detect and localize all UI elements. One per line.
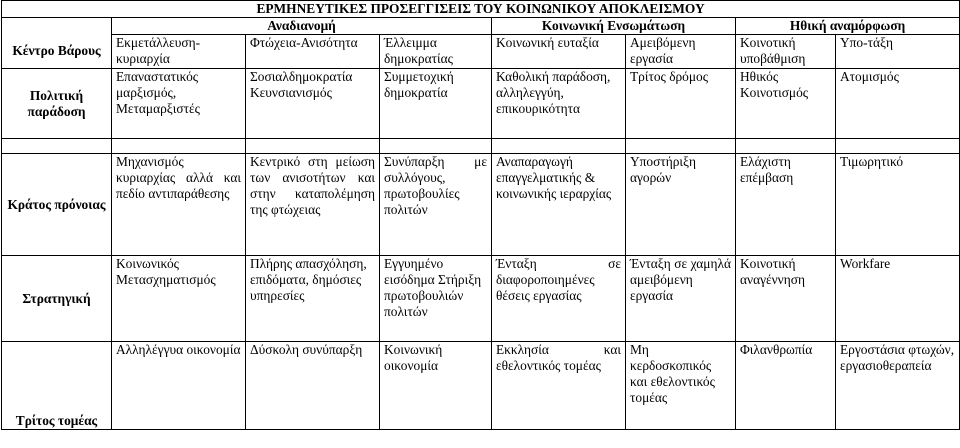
- row-header-political-tradition: Πολιτική παράδοση: [2, 69, 112, 139]
- table-cell: Πλήρης απασχόληση, επιδόματα, δημόσιες υπηρεσίες: [246, 256, 380, 342]
- table-cell: Κοινοτική υποβάθμιση: [736, 35, 836, 69]
- table-cell: Ηθικός Κοινοτισμός: [736, 69, 836, 139]
- table-cell: Ένταξη σε χαμηλά αμειβόμενη εργασία: [626, 256, 736, 342]
- table-cell: Workfare: [836, 256, 960, 342]
- row-header-third-sector: Τρίτος τομέας: [2, 342, 112, 430]
- group-header-social-integration: Κοινωνική Ενσωμάτωση: [492, 18, 736, 35]
- table-cell: Εκκλησία και εθελοντικός τομέας: [492, 342, 626, 430]
- table-title: ΕΡΜΗΝΕΥΤΙΚΕΣ ΠΡΟΣΕΓΓΙΣΕΙΣ ΤΟΥ ΚΟΙΝΩΝΙΚΟΥ ΑΠΟΚΛΕΙΣΜΟΥ: [2, 1, 960, 18]
- table-cell: Τιμωρητικό: [836, 154, 960, 256]
- table-cell: Αμειβόμενη εργασία: [626, 35, 736, 69]
- table-cell: Εκμετάλλευση-κυριαρχία: [112, 35, 246, 69]
- table-cell: Μηχανισμός κυριαρχίας αλλά και πεδίο αντιπαράθεσης: [112, 154, 246, 256]
- group-header-redistribution: Αναδιανομή: [112, 18, 492, 35]
- table-cell: Καθολική παράδοση, αλληλεγγύη, επικουρικότητα: [492, 69, 626, 139]
- table-cell: Συμμετοχική δημοκρατία: [380, 69, 492, 139]
- spacer-row: [2, 139, 960, 154]
- row-header-center-of-gravity: Κέντρο Βάρους: [2, 35, 112, 69]
- table-cell: Υπο-τάξη: [836, 35, 960, 69]
- table-cell: Ελάχιστη επέμβαση: [736, 154, 836, 256]
- table-cell: Κοινοτική αναγέννηση: [736, 256, 836, 342]
- corner-cell: [2, 18, 112, 35]
- row-header-welfare-state: Κράτος πρόνοιας: [2, 154, 112, 256]
- table-cell: Σοσιαλδημοκρατία Κευνσιανισμός: [246, 69, 380, 139]
- table-cell: Κοινωνική ευταξία: [492, 35, 626, 69]
- table-cell: Τρίτος δρόμος: [626, 69, 736, 139]
- table-cell: Φιλανθρωπία: [736, 342, 836, 430]
- table-cell: Μη κερδοσκοπικός και εθελοντικός τομέας: [626, 342, 736, 430]
- table-cell: Κεντρικό στη μείωση των ανισοτήτων και στην καταπολέμηση της φτώχειας: [246, 154, 380, 256]
- table-cell: Υποστήριξη αγορών: [626, 154, 736, 256]
- row-header-strategy: Στρατηγική: [2, 256, 112, 342]
- table-cell: Αναπαραγωγή επαγγελματικής & κοινωνικής ιεραρχίας: [492, 154, 626, 256]
- table-cell: Ένταξη σε διαφοροποιημένες θέσεις εργασίας: [492, 256, 626, 342]
- table-cell: Εργοστάσια φτωχών, εργασιοθεραπεία: [836, 342, 960, 430]
- table-cell: Αλληλέγγυα οικονομία: [112, 342, 246, 430]
- table-cell: Ατομισμός: [836, 69, 960, 139]
- interpretive-approaches-table: [1, 0, 960, 430]
- table-cell: Κοινωνική οικονομία: [380, 342, 492, 430]
- table-cell: Συνύπαρξη με συλλόγους, πρωτοβουλίες πολιτών: [380, 154, 492, 256]
- table-cell: Επαναστατικός μαρξισμός, Μεταμαρξιστές: [112, 69, 246, 139]
- table-cell: Δύσκολη συνύπαρξη: [246, 342, 380, 430]
- table-cell: Έλλειμμα δημοκρατίας: [380, 35, 492, 69]
- table-cell: Κοινωνικός Μετασχηματισμός: [112, 256, 246, 342]
- table-cell: Φτώχεια-Ανισότητα: [246, 35, 380, 69]
- table-cell: Εγγυημένο εισόδημα Στήριξη πρωτοβουλιών πολιτών: [380, 256, 492, 342]
- group-header-moral-reform: Ηθική αναμόρφωση: [736, 18, 960, 35]
